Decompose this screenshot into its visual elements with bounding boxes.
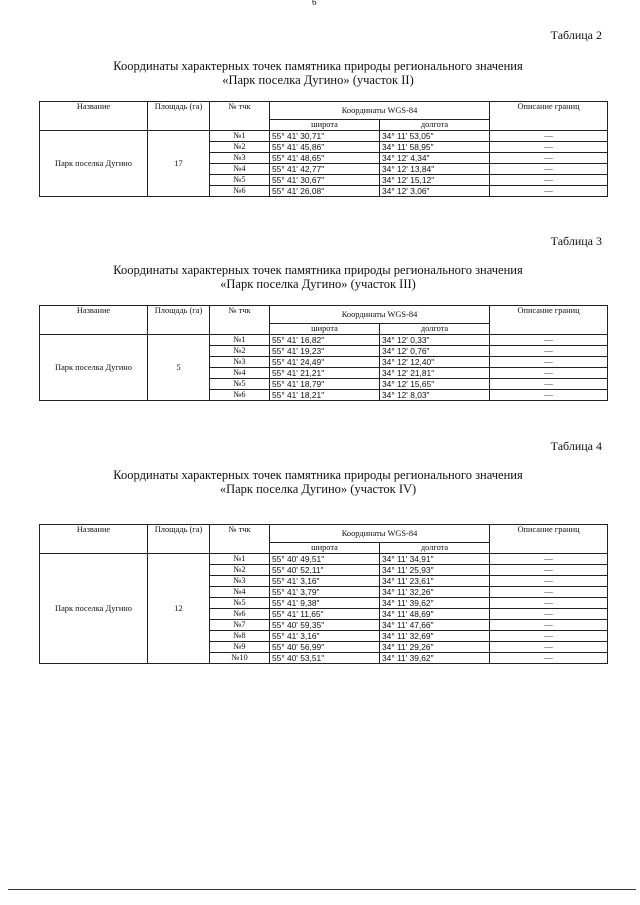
point-longitude: 34° 11' 29,26" [380,642,490,653]
point-number: №10 [210,653,270,664]
point-longitude: 34° 11' 32,26" [380,587,490,598]
point-description: — [490,587,608,598]
point-description: — [490,153,608,164]
point-latitude: 55° 41' 48,65" [270,153,380,164]
point-number: №2 [210,346,270,357]
table-4-title [0,468,636,496]
coords-table-3 [39,305,608,401]
header-area: Площадь (га) [148,306,210,335]
header-row [40,525,608,543]
header-coordinates: Координаты WGS-84 [270,102,490,120]
header-longitude: долгота [380,120,490,131]
point-number: №6 [210,186,270,197]
point-number: №5 [210,379,270,390]
point-number: №2 [210,142,270,153]
point-latitude: 55° 41' 24,49" [270,357,380,368]
point-number: №5 [210,175,270,186]
point-latitude: 55° 41' 19,23" [270,346,380,357]
header-longitude: долгота [380,324,490,335]
header-description: Описание границ [490,306,608,335]
point-number: №9 [210,642,270,653]
table-3-title [0,263,636,291]
point-description: — [490,598,608,609]
point-latitude: 55° 41' 18,21" [270,390,380,401]
header-name: Название [40,306,148,335]
point-number: №3 [210,153,270,164]
header-coordinates: Координаты WGS-84 [270,306,490,324]
point-latitude: 55° 41' 45,86" [270,142,380,153]
point-longitude: 34° 12' 15,12" [380,175,490,186]
table-row [40,554,608,565]
table-4-title-line2: «Парк поселка Дугино» (участок IV) [219,482,417,496]
park-area: 5 [148,335,210,401]
point-description: — [490,186,608,197]
table-2-title-line1: Координаты характерных точек памятника природы регионального значения [113,59,523,73]
point-longitude: 34° 12' 3,06" [380,186,490,197]
point-number: №4 [210,587,270,598]
point-description: — [490,565,608,576]
point-longitude: 34° 11' 48,69" [380,609,490,620]
header-row [40,306,608,324]
point-longitude: 34° 12' 4,34" [380,153,490,164]
point-number: №6 [210,390,270,401]
point-description: — [490,609,608,620]
header-point-number: № тчк [210,102,270,131]
point-latitude: 55° 41' 3,79" [270,587,380,598]
point-latitude: 55° 41' 9,38" [270,598,380,609]
table-2-label: Таблица 2 [550,28,602,42]
point-number: №1 [210,131,270,142]
header-latitude: широта [270,324,380,335]
point-description: — [490,653,608,664]
point-description: — [490,346,608,357]
page-number: 6 [312,0,317,7]
point-latitude: 55° 41' 26,08" [270,186,380,197]
point-longitude: 34° 12' 15,65" [380,379,490,390]
point-longitude: 34° 12' 12,40" [380,357,490,368]
header-point-number: № тчк [210,306,270,335]
point-latitude: 55° 41' 30,71" [270,131,380,142]
table-3-label: Таблица 3 [550,234,602,248]
point-number: №7 [210,620,270,631]
point-number: №1 [210,335,270,346]
park-name: Парк поселка Дугино [40,554,148,664]
point-longitude: 34° 12' 0,33" [380,335,490,346]
header-latitude: широта [270,120,380,131]
point-latitude: 55° 41' 30,67" [270,175,380,186]
table-4-label: Таблица 4 [550,439,602,453]
point-latitude: 55° 41' 18,79" [270,379,380,390]
point-description: — [490,631,608,642]
point-description: — [490,379,608,390]
table-row [40,335,608,346]
table-3-title-line2: «Парк поселка Дугино» (участок III) [220,277,416,291]
header-coordinates: Координаты WGS-84 [270,525,490,543]
point-description: — [490,131,608,142]
point-description: — [490,175,608,186]
point-latitude: 55° 41' 16,82" [270,335,380,346]
point-latitude: 55° 40' 56,99" [270,642,380,653]
point-latitude: 55° 41' 21,21" [270,368,380,379]
header-area: Площадь (га) [148,102,210,131]
header-description: Описание границ [490,102,608,131]
point-longitude: 34° 11' 23,61" [380,576,490,587]
point-number: №3 [210,357,270,368]
header-latitude: широта [270,543,380,554]
point-longitude: 34° 12' 8,03" [380,390,490,401]
point-number: №4 [210,368,270,379]
point-number: №2 [210,565,270,576]
point-longitude: 34° 11' 58,95" [380,142,490,153]
point-description: — [490,642,608,653]
point-latitude: 55° 40' 49,51" [270,554,380,565]
point-longitude: 34° 11' 34,91" [380,554,490,565]
point-longitude: 34° 12' 0,76" [380,346,490,357]
point-latitude: 55° 41' 11,65" [270,609,380,620]
point-description: — [490,335,608,346]
point-number: №5 [210,598,270,609]
point-latitude: 55° 40' 52,11" [270,565,380,576]
point-longitude: 34° 11' 53,05" [380,131,490,142]
point-description: — [490,620,608,631]
footer-divider [8,889,636,890]
point-latitude: 55° 40' 59,35" [270,620,380,631]
point-latitude: 55° 41' 42,77" [270,164,380,175]
point-description: — [490,390,608,401]
point-longitude: 34° 11' 32,69" [380,631,490,642]
point-description: — [490,142,608,153]
table-3-title-line1: Координаты характерных точек памятника природы регионального значения [113,263,523,277]
header-area: Площадь (га) [148,525,210,554]
table-2-title [0,59,636,87]
point-number: №4 [210,164,270,175]
coords-table-4 [39,524,608,664]
header-longitude: долгота [380,543,490,554]
point-longitude: 34° 11' 39,62" [380,598,490,609]
coords-table-2 [39,101,608,197]
point-longitude: 34° 12' 21,81" [380,368,490,379]
header-row [40,102,608,120]
point-longitude: 34° 12' 13,84" [380,164,490,175]
header-name: Название [40,525,148,554]
point-number: №6 [210,609,270,620]
point-longitude: 34° 11' 39,62" [380,653,490,664]
point-description: — [490,164,608,175]
point-number: №8 [210,631,270,642]
header-description: Описание границ [490,525,608,554]
table-row [40,131,608,142]
table-4-title-line1: Координаты характерных точек памятника природы регионального значения [113,468,523,482]
header-point-number: № тчк [210,525,270,554]
park-name: Парк поселка Дугино [40,335,148,401]
point-number: №1 [210,554,270,565]
point-description: — [490,554,608,565]
point-description: — [490,357,608,368]
table-2-title-line2: «Парк поселка Дугино» (участок II) [222,73,414,87]
point-latitude: 55° 41' 3,16" [270,631,380,642]
point-latitude: 55° 40' 53,51" [270,653,380,664]
point-description: — [490,576,608,587]
point-longitude: 34° 11' 47,66" [380,620,490,631]
park-name: Парк поселка Дугино [40,131,148,197]
park-area: 12 [148,554,210,664]
header-name: Название [40,102,148,131]
park-area: 17 [148,131,210,197]
point-latitude: 55° 41' 3,16" [270,576,380,587]
point-description: — [490,368,608,379]
point-longitude: 34° 11' 25,93" [380,565,490,576]
point-number: №3 [210,576,270,587]
